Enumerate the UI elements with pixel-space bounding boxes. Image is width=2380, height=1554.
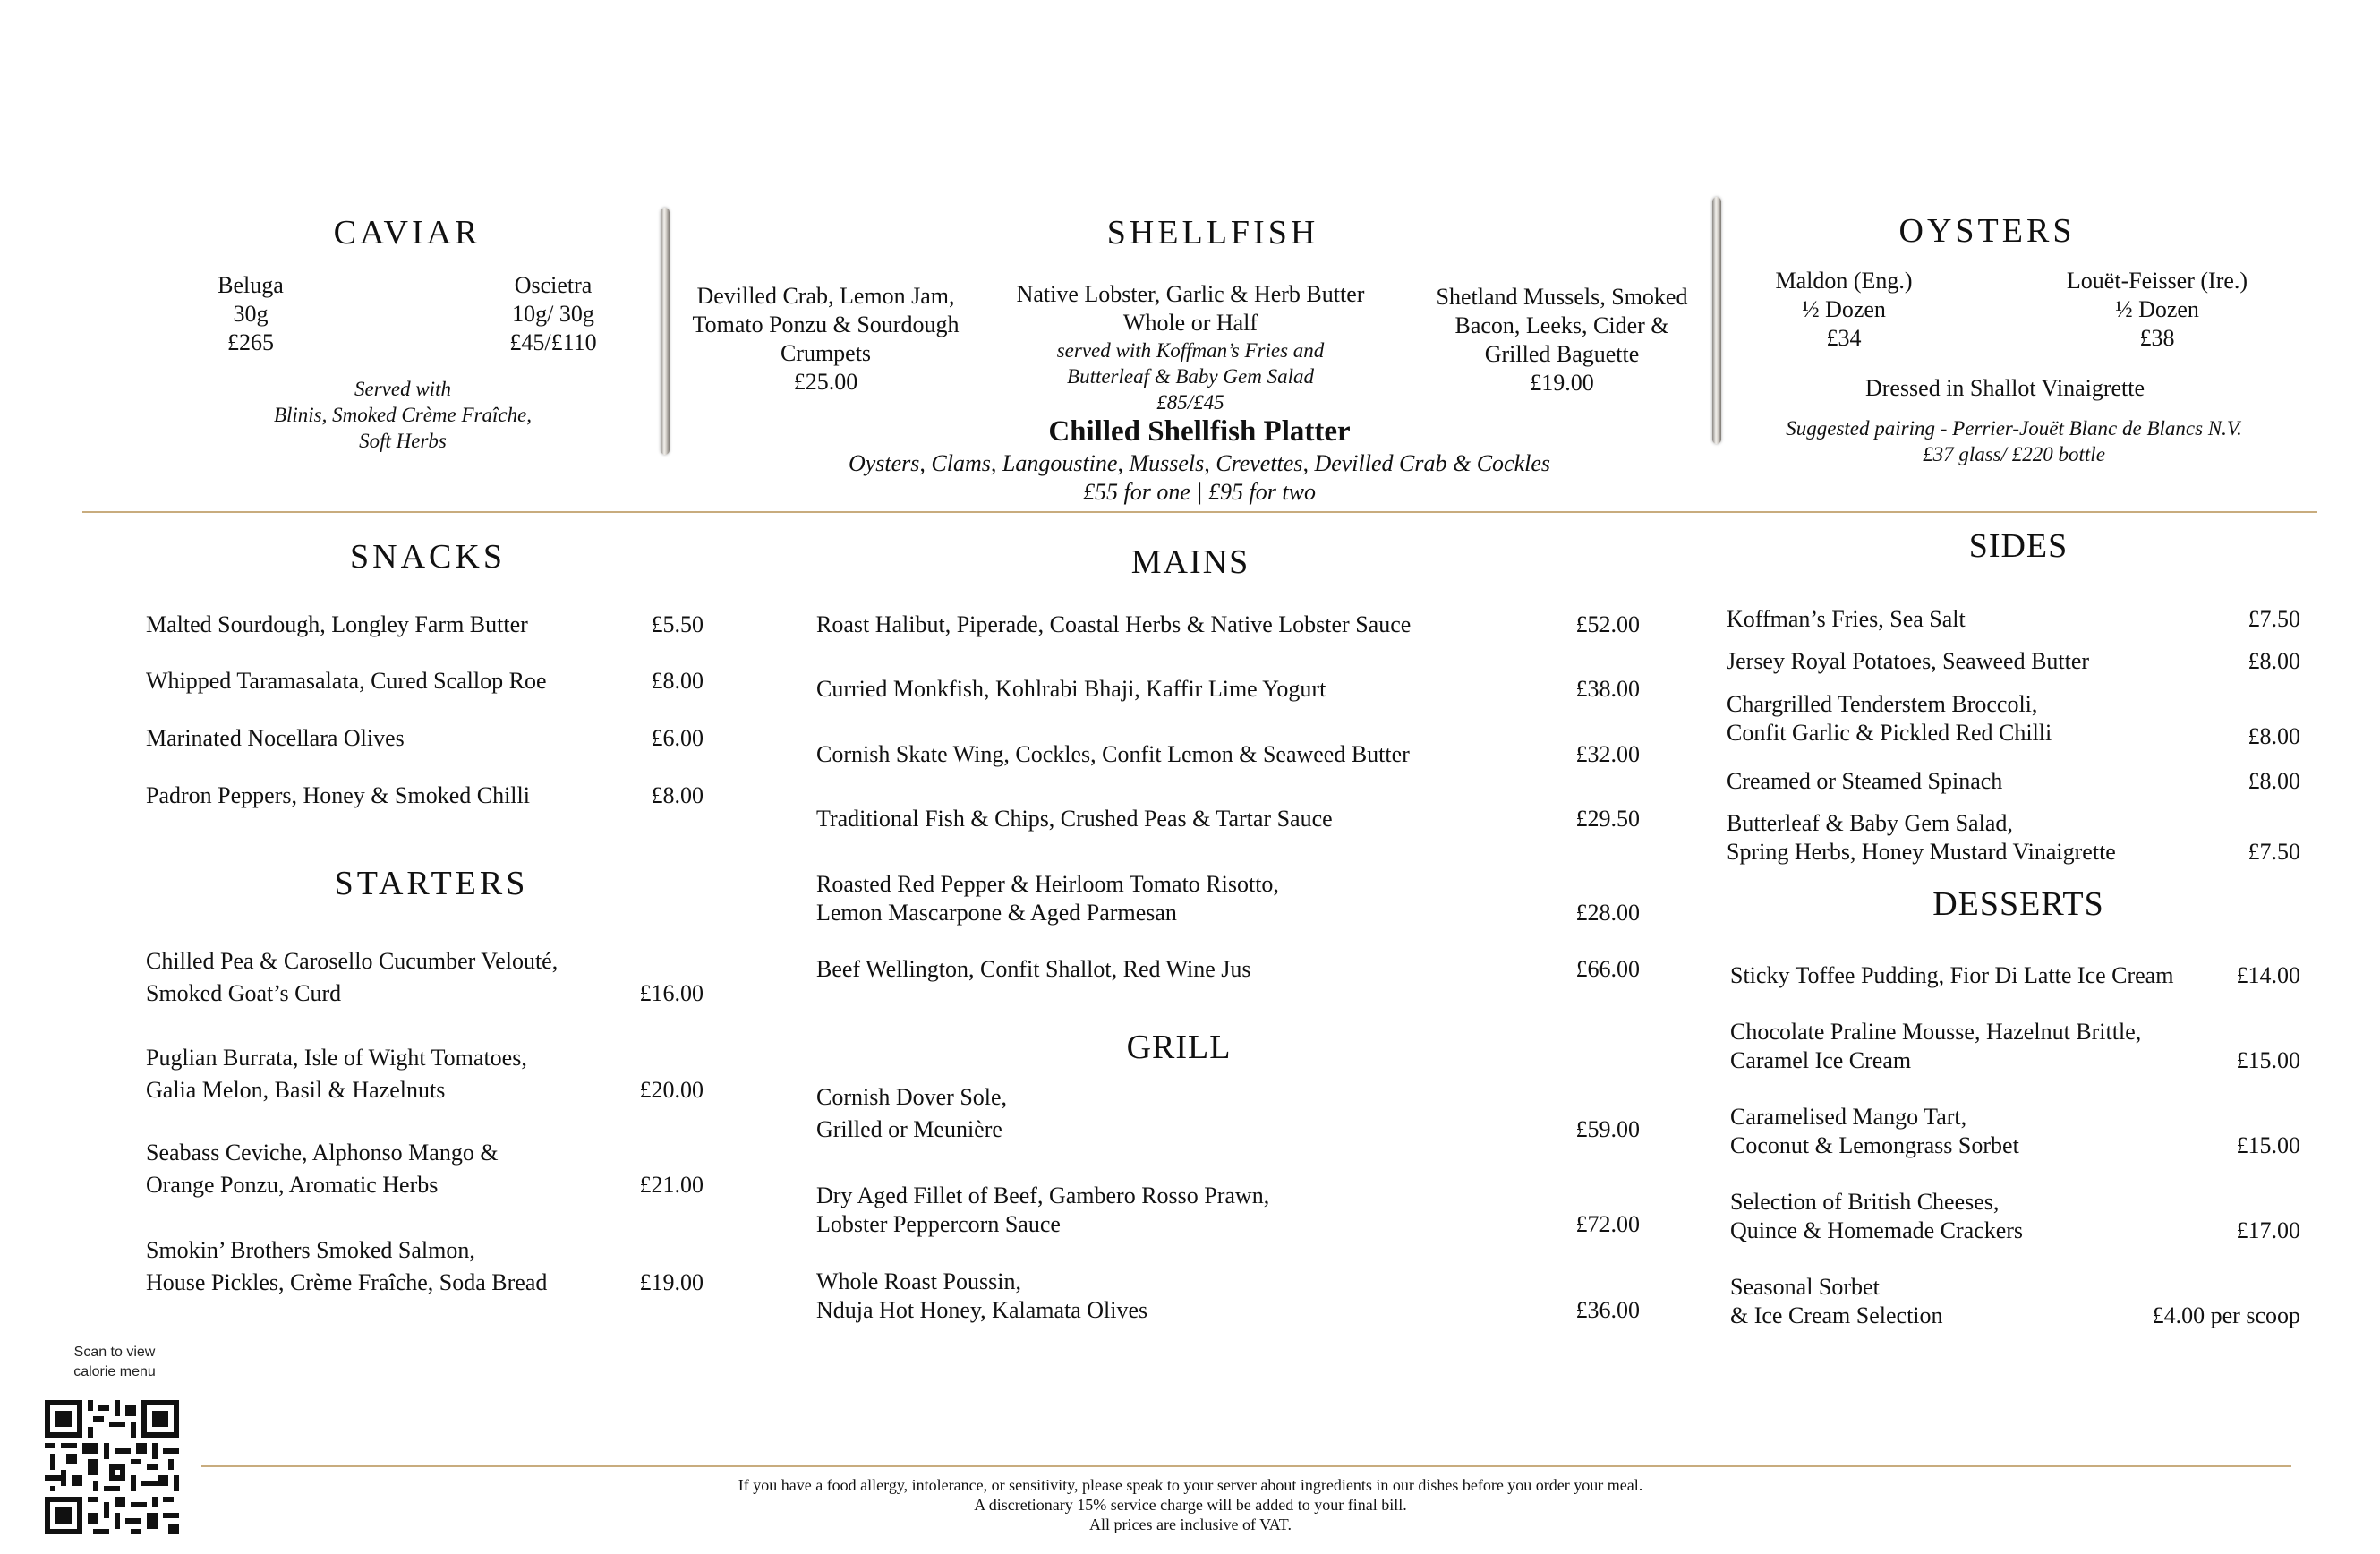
caviar-served-line: Soft Herbs — [359, 430, 447, 452]
menu-item-price: £21.00 — [639, 1172, 704, 1198]
footer-divider — [201, 1465, 2291, 1467]
menu-item: Traditional Fish & Chips, Crushed Peas & Tartar Sauce — [816, 806, 1333, 832]
qr-code-icon[interactable] — [45, 1400, 179, 1534]
menu-item-price: £8.00 — [651, 668, 704, 694]
oysters-louet-feisser — [2023, 267, 2291, 353]
menu-item-line: & Ice Cream Selection — [1730, 1302, 1943, 1328]
menu-item-line: Quince & Homemade Crackers — [1730, 1217, 2024, 1243]
menu-item-price: £15.00 — [2236, 1047, 2300, 1073]
menu-item: Padron Peppers, Honey & Smoked Chilli — [146, 782, 530, 808]
menu-item — [146, 1139, 499, 1200]
crab-line: Crumpets — [780, 340, 872, 366]
oysters-title: OYSTERS — [1898, 212, 2076, 250]
caviar-beluga-price: £265 — [227, 329, 274, 355]
mussels-line: Grilled Baguette — [1484, 341, 1640, 367]
menu-item-price: £4.00 per scoop — [2152, 1302, 2300, 1328]
menu-item-line: Puglian Burrata, Isle of Wight Tomatoes, — [146, 1045, 527, 1071]
section-divider — [82, 511, 2317, 513]
menu-item-line: Chocolate Praline Mousse, Hazelnut Brittle, — [1730, 1019, 2142, 1045]
caviar-title: CAVIAR — [333, 214, 482, 252]
menu-item-line: Galia Melon, Basil & Hazelnuts — [146, 1077, 446, 1103]
menu-item — [146, 947, 558, 1008]
decorative-pillar-right — [1712, 197, 1721, 444]
menu-item-price: £28.00 — [1575, 900, 1640, 926]
menu-item — [1727, 690, 2052, 747]
starters-title: STARTERS — [334, 865, 529, 902]
shellfish-native-lobster — [985, 280, 1396, 415]
mussels-price: £19.00 — [1530, 370, 1594, 396]
menu-item — [816, 870, 1279, 927]
menu-item-line: Chilled Pea & Carosello Cucumber Velouté, — [146, 948, 559, 974]
oysters-dressed: Dressed in Shallot Vinaigrette — [1864, 375, 2145, 401]
menu-item-line: Dry Aged Fillet of Beef, Gambero Rosso Prawn, — [816, 1183, 1270, 1208]
menu-item-line: Chargrilled Tenderstem Broccoli, — [1727, 691, 2038, 717]
mussels-line: Shetland Mussels, Smoked — [1436, 284, 1688, 310]
pairing-price: £37 glass/ £220 bottle — [1923, 443, 2105, 465]
menu-item-price: £8.00 — [2248, 723, 2300, 749]
menu-item-line: Smoked Goat’s Curd — [146, 980, 342, 1006]
maldon-name: Maldon (Eng.) — [1775, 268, 1913, 294]
maldon-price: £34 — [1826, 325, 1862, 351]
menu-item-price: £5.50 — [651, 611, 704, 637]
menu-item-line: Grilled or Meunière — [816, 1116, 1002, 1142]
menu-item-line: House Pickles, Crème Fraîche, Soda Bread — [146, 1269, 548, 1295]
caviar-beluga-size: 30g — [233, 301, 269, 327]
caviar-oscietra-price: £45/£110 — [509, 329, 597, 355]
menu-item-line: Butterleaf & Baby Gem Salad, — [1727, 810, 2013, 836]
menu-item — [1730, 1018, 2141, 1075]
caviar-served-line: Blinis, Smoked Crème Fraîche, — [273, 404, 533, 426]
crab-price: £25.00 — [793, 369, 858, 395]
menu-item-line: Seasonal Sorbet — [1730, 1274, 1880, 1300]
oysters-maldon — [1727, 267, 1960, 353]
menu-item: Cornish Skate Wing, Cockles, Confit Lemon & Seaweed Butter — [816, 741, 1410, 767]
menu-item — [1730, 1188, 2023, 1245]
menu-item-price: £36.00 — [1575, 1297, 1640, 1323]
menu-item-price: £6.00 — [651, 725, 704, 751]
crab-line: Tomato Ponzu & Sourdough — [692, 312, 960, 337]
qr-caption — [36, 1343, 193, 1382]
menu-item-line: Roasted Red Pepper & Heirloom Tomato Risotto, — [816, 871, 1279, 897]
menu-item-price: £14.00 — [2236, 962, 2300, 988]
platter-description: Oysters, Clams, Langoustine, Mussels, Crevettes, Devilled Crab & Cockles — [848, 450, 1550, 476]
lobster-line: Native Lobster, Garlic & Herb Butter — [1016, 281, 1365, 307]
menu-item-line: Confit Garlic & Pickled Red Chilli — [1727, 720, 2052, 746]
sides-title: SIDES — [1968, 527, 2069, 565]
platter-title: Chilled Shellfish Platter — [1048, 415, 1351, 448]
caviar-served-with — [224, 376, 582, 454]
menu-item-line: Whole Roast Poussin, — [816, 1268, 1021, 1294]
menu-item-price: £15.00 — [2236, 1132, 2300, 1158]
lobster-price: £85/£45 — [1156, 391, 1224, 414]
menu-item — [1730, 1273, 1943, 1330]
menu-item: Jersey Royal Potatoes, Seaweed Butter — [1727, 648, 2090, 674]
qr-caption-line: Scan to view — [73, 1345, 156, 1360]
menu-item-price: £38.00 — [1575, 676, 1640, 702]
menu-item-line: Seabass Ceviche, Alphonso Mango & — [146, 1140, 499, 1166]
menu-item-line: Smokin’ Brothers Smoked Salmon, — [146, 1237, 475, 1263]
caviar-beluga-name: Beluga — [218, 272, 284, 298]
footer-allergy-line: If you have a food allergy, intolerance, or sensitivity, please speak to your server about ingredients in our dishes before you order your meal. — [738, 1476, 1643, 1494]
menu-item-line: Caramelised Mango Tart, — [1730, 1104, 1967, 1130]
menu-item — [1727, 809, 2116, 867]
snacks-title: SNACKS — [350, 538, 506, 576]
menu-item — [816, 1182, 1269, 1239]
menu-item-price: £29.50 — [1575, 806, 1640, 832]
caviar-oscietra-name: Oscietra — [514, 272, 593, 298]
menu-item-line: Caramel Ice Cream — [1730, 1047, 1912, 1073]
menu-item-price: £32.00 — [1575, 741, 1640, 767]
caviar-beluga — [161, 271, 340, 357]
maldon-qty: ½ Dozen — [1802, 296, 1886, 322]
menu-item-price: £66.00 — [1575, 956, 1640, 982]
footer-notice — [501, 1475, 1880, 1534]
shellfish-shetland-mussels — [1410, 283, 1714, 397]
menu-item: Sticky Toffee Pudding, Fior Di Latte Ice Cream — [1730, 962, 2174, 988]
menu-item-line: Spring Herbs, Honey Mustard Vinaigrette — [1727, 839, 2116, 865]
mussels-line: Bacon, Leeks, Cider & — [1454, 312, 1669, 338]
menu-item — [816, 1268, 1147, 1325]
caviar-served-line: Served with — [354, 378, 451, 400]
lobster-served-line: Butterleaf & Baby Gem Salad — [1067, 365, 1314, 388]
footer-service-line: A discretionary 15% service charge will be added to your final bill. — [974, 1496, 1407, 1514]
grill-title: GRILL — [1126, 1029, 1232, 1066]
menu-item-line: Nduja Hot Honey, Kalamata Olives — [816, 1297, 1148, 1323]
menu-item — [816, 1083, 1007, 1144]
shellfish-title: SHELLFISH — [1106, 214, 1319, 252]
menu-item-price: £16.00 — [639, 980, 704, 1006]
menu-item: Malted Sourdough, Longley Farm Butter — [146, 611, 528, 637]
menu-item: Curried Monkfish, Kohlrabi Bhaji, Kaffir Lime Yogurt — [816, 676, 1326, 702]
menu-item: Roast Halibut, Piperade, Coastal Herbs & Native Lobster Sauce — [816, 611, 1412, 637]
menu-item-line: Orange Ponzu, Aromatic Herbs — [146, 1172, 439, 1198]
louet-qty: ½ Dozen — [2115, 296, 2199, 322]
menu-item — [1730, 1103, 2019, 1160]
menu-item-price: £7.50 — [2248, 839, 2300, 865]
lobster-served-line: served with Koffman’s Fries and — [1056, 339, 1325, 362]
menu-item-price: £20.00 — [639, 1077, 704, 1103]
platter-price: £55 for one | £95 for two — [1083, 479, 1316, 505]
footer-vat-line: All prices are inclusive of VAT. — [1089, 1516, 1292, 1533]
menu-item-price: £17.00 — [2236, 1217, 2300, 1243]
menu-item-price: £8.00 — [2248, 648, 2300, 674]
lobster-line: Whole or Half — [1122, 310, 1258, 336]
menu-item-line: Selection of British Cheeses, — [1730, 1189, 2000, 1215]
menu-item-line: Coconut & Lemongrass Sorbet — [1730, 1132, 2019, 1158]
menu-item: Marinated Nocellara Olives — [146, 725, 405, 751]
caviar-oscietra-size: 10g/ 30g — [512, 301, 594, 327]
menu-item: Whipped Taramasalata, Cured Scallop Roe — [146, 668, 547, 694]
louet-name: Louët-Feisser (Ire.) — [2066, 268, 2248, 294]
menu-item-line: Cornish Dover Sole, — [816, 1084, 1008, 1110]
caviar-oscietra — [464, 271, 643, 357]
menu-item-price: £52.00 — [1575, 611, 1640, 637]
crab-line: Devilled Crab, Lemon Jam, — [696, 283, 955, 309]
pairing-line: Suggested pairing - Perrier-Jouët Blanc de Blancs N.V. — [1786, 417, 2242, 440]
menu-item-price: £8.00 — [2248, 768, 2300, 794]
menu-item-line: Lobster Peppercorn Sauce — [816, 1211, 1061, 1237]
desserts-title: DESSERTS — [1932, 885, 2104, 923]
menu-item-price: £19.00 — [639, 1269, 704, 1295]
qr-caption-line: calorie menu — [73, 1364, 156, 1379]
menu-item-price: £7.50 — [2248, 606, 2300, 632]
menu-item-price: £72.00 — [1575, 1211, 1640, 1237]
menu-item-price: £59.00 — [1575, 1116, 1640, 1142]
shellfish-devilled-crab — [667, 282, 985, 397]
menu-item-price: £8.00 — [651, 782, 704, 808]
mains-title: MAINS — [1130, 543, 1250, 581]
oysters-pairing — [1736, 415, 2291, 467]
menu-item — [146, 1044, 527, 1105]
menu-item: Koffman’s Fries, Sea Salt — [1727, 606, 1966, 632]
menu-item — [146, 1236, 547, 1297]
louet-price: £38 — [2139, 325, 2175, 351]
menu-item: Creamed or Steamed Spinach — [1727, 768, 2003, 794]
menu-item: Beef Wellington, Confit Shallot, Red Wine Jus — [816, 956, 1251, 982]
menu-item-line: Lemon Mascarpone & Aged Parmesan — [816, 900, 1177, 926]
